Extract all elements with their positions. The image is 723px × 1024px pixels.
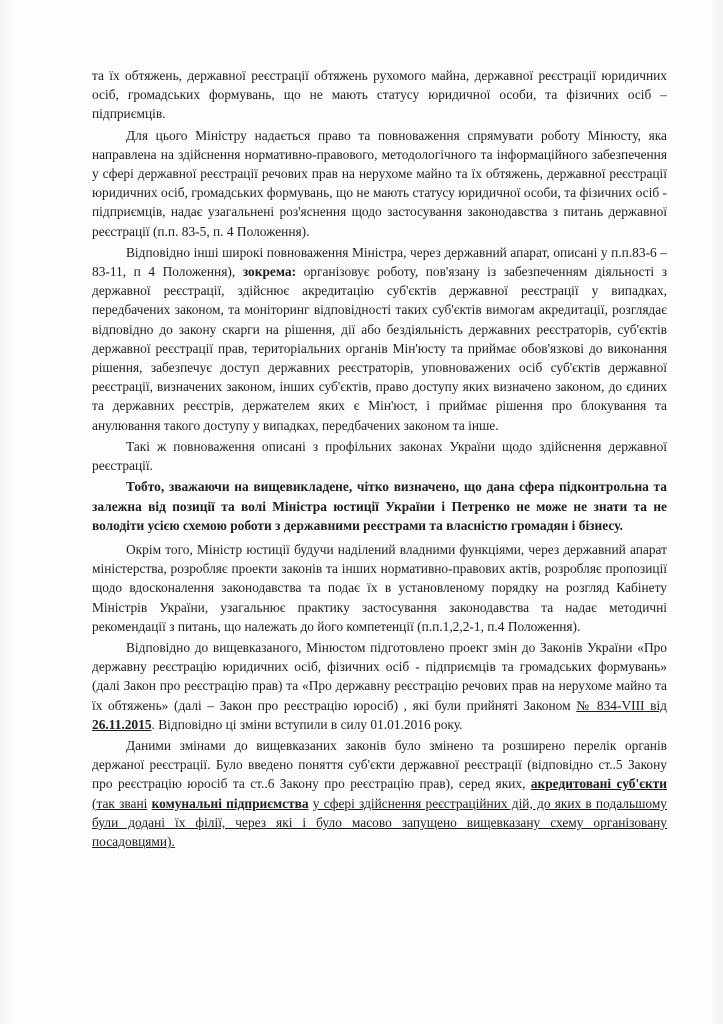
paragraph-3 — [92, 243, 667, 435]
document-body — [92, 66, 667, 851]
paragraph-3-text-a: Відповідно інші широкі повноваження Міністра, через державний апарат, описані у п.п.83-6 – 83-11, п 4 Положення), — [92, 244, 667, 280]
paragraph-7 — [92, 638, 667, 734]
paragraph-4: Такі ж повноваження описані з профільних законах України щодо здійснення державної реєстрації. — [92, 438, 667, 474]
paragraph-8-text-c: (так звані — [92, 795, 148, 811]
paragraph-8 — [92, 736, 667, 851]
paragraph-8-text-e: у сфері здійснення реєстраційних дій, до яких в подальшому були додані їх філії, через які і було масово запущено вищевказану схему організовану посадовцями). — [92, 795, 667, 850]
accredited-subjects: акредитовані суб'єкти — [530, 776, 667, 792]
paragraph-6: Окрім того, Міністр юстиції будучи наділений владними функціями, через державний апарат міністерства, розробляє проекти законів та інших нормативно-правових актів, розробляє пропозиції щодо вдосконалення законодавства та подає їх в установленому порядку на розгляд Кабінету Міністрів України, узагальнює практику застосування законодавства та надає методичні рекомендації з питань, що належать до його компетенції (п.п.1,2,2-1, п.4 Положення). — [92, 542, 667, 634]
paragraph-3-text-c: організовує роботу, пов'язану із забезпеченням діяльності з державної реєстрації, здійснює акредитацію суб'єктів державної реєстрації у випадках, передбачених законом, та моніторинг відповідності таких суб'єктів вимогам акредитації, розглядає відповідно до закону скарги на рішення, дії або бездіяльність державних реєстраторів, суб'єктів державної реєстрації прав, територіальних органів Мін'юсту та приймає обов'язкові до виконання рішення, забезпечує доступ державних реєстраторів, уповноважених осіб суб'єктів державної реєстрації, визначених законом, інших суб'єктів, право доступу яких визначено законом, до єдиних та державних реєстрів, держателем яких є Мін'юст, і приймає рішення про блокування та анулювання такого доступу у випадках, передбачених законом та інше. — [92, 264, 667, 433]
law-number: № 834-VIII від — [576, 697, 667, 713]
paragraph-8-text-a: Даними змінами до вищевказаних законів було змінено та розширено перелік органів держаної реєстрації. Було введено поняття суб'єкти державної реєстрації (відповідно ст..5 Закону про реєстрацію юросіб та ст..6 Закону про реєстрацію прав), серед яких, — [92, 738, 667, 792]
paragraph-7-text-a: Відповідно до вищевказаного, Мінюстом підготовлено проект змін до Законів України «Про державну реєстрацію юридичних осіб, фізичних осіб - підприємців та громадських формувань» (далі Закон про реєстрацію прав) та «Про державну реєстрацію речових прав на нерухоме майно та їх обтяжень» (далі – Закон про реєстрацію юросіб) , які були прийняті Законом — [92, 640, 667, 713]
paragraph-3-bold-zokrema: зокрема: — [242, 264, 297, 280]
paragraph-2: Для цього Міністру надається право та повноваження спрямувати роботу Мінюсту, яка направлена на здійснення нормативно-правового, методологічного та інформаційного забезпечення у сфері державної реєстрації речових прав на нерухоме майно та їх обтяжень, державної реєстрації юридичних осіб, громадських формувань, що не мають статусу юридичної особи, та фізичних осіб - підприємців, надає узагальнені роз'яснення щодо застосування законодавства з питань державної реєстрації (п.п. 83-5, п. 4 Положення). — [92, 127, 667, 239]
law-date: 26.11.2015 — [92, 716, 152, 732]
paragraph-1: та їх обтяжень, державної реєстрації обтяжень рухомого майна, державної реєстрації юридичних осіб, громадських формувань, що не мають статусу юридичної особи, та фізичних осіб – підприємців. — [92, 68, 667, 122]
communal-enterprises: комунальні підприємства — [151, 795, 309, 811]
paragraph-5-conclusion: Тобто, зважаючи на вищевикладене, чітко визначено, що дана сфера підконтрольна та залежна від позиції та волі Міністра юстиції України і Петренко не може не знати та не володіти усією схемою роботи з державними реєстрами та власністю громадян і бізнесу. — [92, 479, 667, 534]
paragraph-7-text-d: . Відповідно ці зміни вступили в силу 01.01.2016 року. — [151, 716, 463, 732]
